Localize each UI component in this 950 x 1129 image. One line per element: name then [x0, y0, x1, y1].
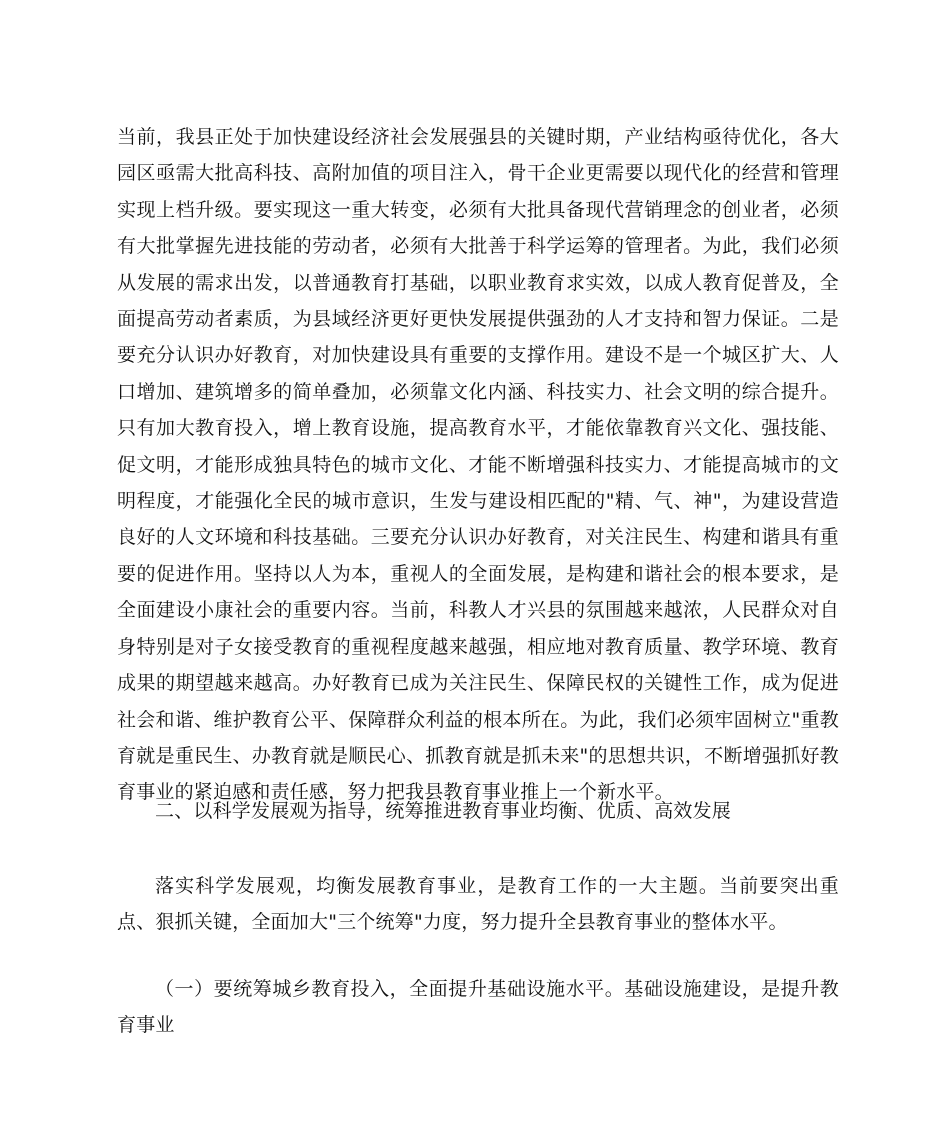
body-paragraph-1: 当前，我县正处于加快建设经济社会发展强县的关键时期，产业结构亟待优化，各大园区亟需大批高科技、高附加值的项目注入，骨干企业更需要以现代化的经营和管理实现上档升级。要实现这一重大转变，必须有大批具备现代营销理念的创业者，必须有大批掌握先进技能的劳动者，必须有大批善于科学运筹的管理者。为此，我们必须从发展的需求出发，以普通教育打基础，以职业教育求实效，以成人教育促普及，全面提高劳动者素质，为县域经济更好更快发展提供强劲的人才支持和智力保证。二是要充分认识办好教育，对加快建设具有重要的支撑作用。建设不是一个城区扩大、人口增加、建筑增多的简单叠加，必须靠文化内涵、科技实力、社会文明的综合提升。只有加大教育投入，增上教育设施，提高教育水平，才能依靠教育兴文化、强技能、促文明，才能形成独具特色的城市文化、才能不断增强科技实力、才能提高城市的文明程度，才能强化全民的城市意识，生发与建设相匹配的"精、气、神"，为建设营造良好的人文环境和科技基础。三要充分认识办好教育，对关注民生、构建和谐具有重要的促进作用。坚持以人为本，重视人的全面发展，是构建和谐社会的根本要求，是全面建设小康社会的重要内容。当前，科教人才兴县的氛围越来越浓，人民群众对自身特别是对子女接受教育的重视程度越来越强，相应地对教育质量、教学环境、教育成果的期望越来越高。办好教育已成为关注民生、保障民权的关键性工作，成为促进社会和谐、维护教育公平、保障群众利益的根本所在。为此，我们必须牢固树立"重教育就是重民生、办教育就是顺民心、抓教育就是抓未来"的思想共识，不断增强抓好教育事业的紧迫感和责任感，努力把我县教育事业推上一个新水平。 — [117, 126, 839, 804]
body-paragraph-2: 落实科学发展观，均衡发展教育事业，是教育工作的一大主题。当前要突出重点、狠抓关键，全面加大"三个统筹"力度，努力提升全县教育事业的整体水平。 — [117, 875, 839, 934]
section-heading-2: 二、以科学发展观为指导，统筹推进教育事业均衡、优质、高效发展 — [155, 800, 732, 822]
body-paragraph-3: （一）要统筹城乡教育投入，全面提升基础设施水平。基础设施建设，是提升教育事业 — [117, 978, 839, 1037]
